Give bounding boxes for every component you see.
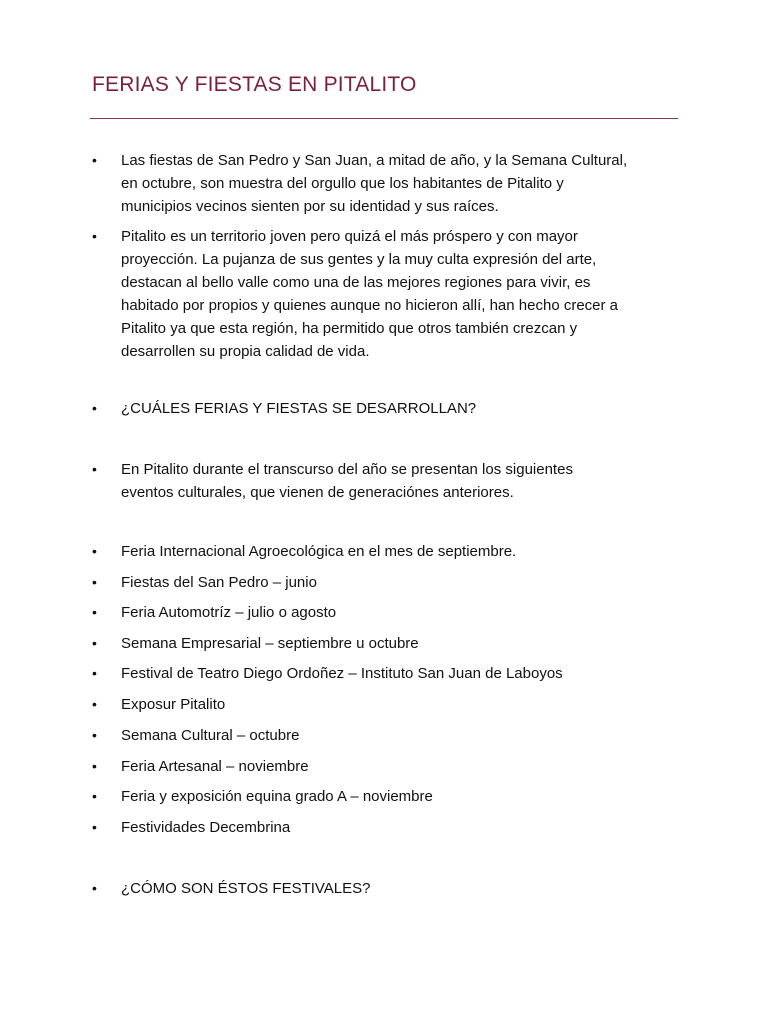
bullet-icon: • [92,880,97,896]
text-line: habitado por propios y quienes aunque no hicieron allí, han hecho crecer a [121,297,619,314]
list-item [92,458,652,504]
question-heading-1: ¿CUÁLES FERIAS Y FIESTAS SE DESARROLLAN? [121,400,477,417]
bullet-icon: • [92,574,97,590]
text-line: proyección. La pujanza de sus gentes y la muy culta expresión del arte, [121,251,597,268]
event-label: Festividades Decembrina [121,819,291,836]
bullet-icon: • [92,461,97,477]
bullet-icon: • [92,819,97,835]
question-heading-2: ¿CÓMO SON ÉSTOS FESTIVALES? [121,880,371,897]
text-line: Las fiestas de San Pedro y San Juan, a mitad de año, y la Semana Cultural, [121,152,628,169]
event-label: Feria Internacional Agroecológica en el mes de septiembre. [121,543,517,560]
bullet-icon: • [92,400,97,416]
event-label: Semana Cultural – octubre [121,727,300,744]
text-line: Pitalito ya que esta región, ha permitido que otros también crezcan y [121,320,578,337]
bullet-icon: • [92,152,97,168]
event-item [92,571,652,594]
list-item [92,877,652,900]
paragraph-2 [121,225,652,363]
event-item [92,632,652,655]
event-label: Exposur Pitalito [121,696,226,713]
event-label: Feria y exposición equina grado A – noviembre [121,788,433,805]
text-line: destacan al bello valle como una de las mejores regiones para vivir, es [121,274,591,291]
event-item [92,755,652,778]
event-item [92,693,652,716]
bullet-icon: • [92,788,97,804]
bullet-icon: • [92,758,97,774]
bullet-icon: • [92,635,97,651]
list-item [92,149,652,218]
event-item [92,662,652,685]
event-item [92,724,652,747]
text-line: en octubre, son muestra del orgullo que los habitantes de Pitalito y [121,175,564,192]
event-label: Semana Empresarial – septiembre u octubre [121,635,419,652]
event-item [92,785,652,808]
event-label: Festival de Teatro Diego Ordoñez – Instituto San Juan de Laboyos [121,665,563,682]
text-line: desarrollen su propia calidad de vida. [121,343,370,360]
bullet-icon: • [92,604,97,620]
title-divider [90,118,678,119]
text-line: Pitalito es un territorio joven pero quizá el más próspero y con mayor [121,228,578,245]
event-label: Feria Artesanal – noviembre [121,758,309,775]
bullet-icon: • [92,665,97,681]
paragraph-1 [121,149,652,218]
list-item [92,225,652,363]
list-item [92,397,652,420]
text-line: En Pitalito durante el transcurso del año se presentan los siguientes [121,461,573,478]
bullet-icon: • [92,228,97,244]
text-line: municipios vecinos sienten por su identidad y sus raíces. [121,198,499,215]
text-line: eventos culturales, que vienen de generaciónes anteriores. [121,484,514,501]
event-item [92,601,652,624]
event-item [92,816,652,839]
event-label: Feria Automotríz – julio o agosto [121,604,337,621]
event-label: Fiestas del San Pedro – junio [121,574,317,591]
page-title: FERIAS Y FIESTAS EN PITALITO [92,73,417,96]
event-item [92,540,652,563]
bullet-icon: • [92,696,97,712]
intro-paragraph [121,458,652,504]
bullet-icon: • [92,727,97,743]
bullet-icon: • [92,543,97,559]
